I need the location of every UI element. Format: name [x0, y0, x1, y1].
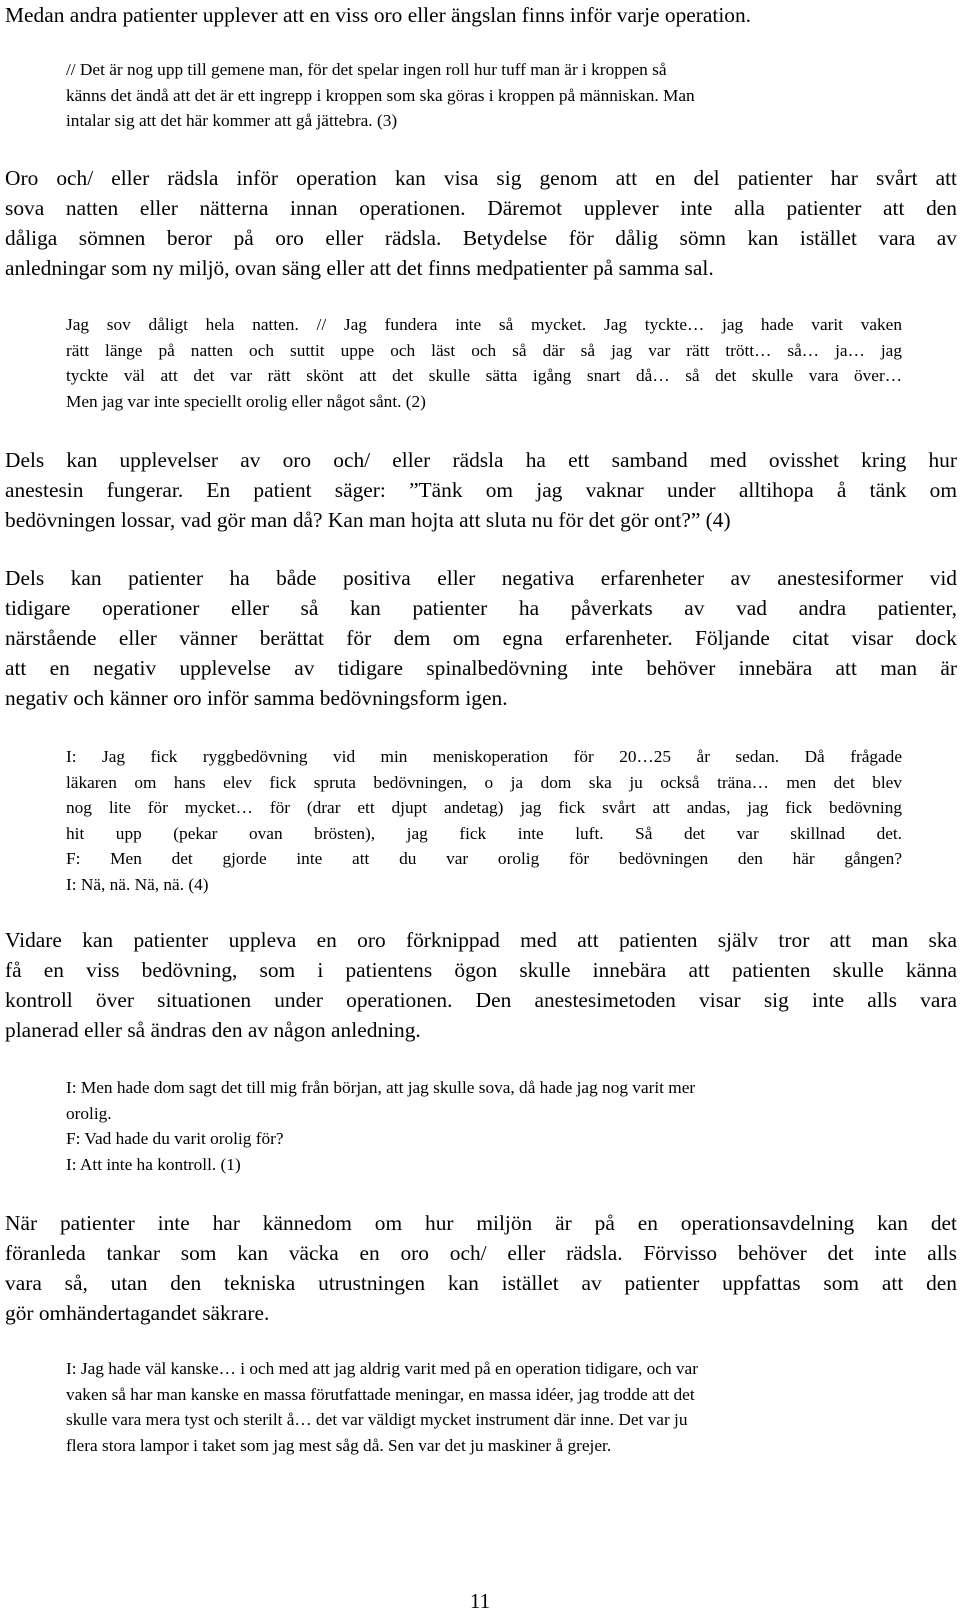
interview-quote [66, 312, 902, 414]
text-line: anestesin fungerar. En patient säger: ”Tänk om jag vaknar under alltihopa å tänk om [5, 478, 957, 502]
text-line: flera stora lampor i taket som jag mest såg då. Sen var det ju maskiner å grejer. [66, 1435, 612, 1455]
text-line: rätt länge på natten och suttit uppe och läst och så där så jag var rätt trött… så… ja… jag [66, 340, 902, 360]
text-line: gör omhändertagandet säkrare. [5, 1301, 270, 1325]
text-line: Men jag var inte speciellt orolig eller något sånt. (2) [66, 391, 426, 411]
interview-quote [66, 1356, 902, 1458]
text-line: dåliga sömnen beror på oro eller rädsla. Betydelse för dålig sömn kan istället vara av [5, 226, 957, 250]
text-line: föranleda tankar som kan väcka en oro och/ eller rädsla. Förvisso behöver det inte alls [5, 1241, 957, 1265]
interview-quote [66, 57, 902, 134]
text-line: få en viss bedövning, som i patientens ögon skulle innebära att patienten skulle känna [5, 958, 957, 982]
interview-quote [66, 1075, 902, 1177]
text-line: I: Att inte ha kontroll. (1) [66, 1154, 241, 1174]
text-line: att en negativ upplevelse av tidigare spinalbedövning inte behöver innebära att man är [5, 656, 957, 680]
text-line: kontroll över situationen under operationen. Den anestesimetoden visar sig inte alls vara [5, 988, 957, 1012]
text-line: bedövningen lossar, vad gör man då? Kan man hojta att sluta nu för det gör ont?” (4) [5, 508, 731, 532]
body-paragraph [5, 1208, 957, 1328]
text-line: // Det är nog upp till gemene man, för det spelar ingen roll hur tuff man är i kroppen så [66, 60, 667, 79]
text-line: läkaren om hans elev fick spruta bedövningen, o ja dom ska ju också träna… men det blev [66, 772, 902, 792]
text-line: I: Jag fick ryggbedövning vid min meniskoperation för 20…25 år sedan. Då frågade [66, 747, 902, 766]
text-line: negativ och känner oro inför samma bedövningsform igen. [5, 686, 508, 710]
text-line: vara så, utan den tekniska utrustningen kan istället av patienter uppfattas som att den [5, 1271, 957, 1295]
text-line: sova natten eller nätterna innan operationen. Däremot upplever inte alla patienter att den [5, 196, 957, 220]
text-line: nog lite för mycket… för (drar ett djupt andetag) jag fick svårt att andas, jag fick bedövning [66, 798, 902, 817]
text-line: närstående eller vänner berättat för dem om egna erfarenheter. Följande citat visar dock [5, 626, 957, 650]
text-line: Dels kan patienter ha både positiva eller negativa erfarenheter av anestesiformer vid [5, 566, 957, 590]
body-paragraph [5, 563, 957, 713]
text-line: hit upp (pekar ovan brösten), jag fick inte luft. Så det var skillnad det. [66, 823, 902, 843]
text-line: Vidare kan patienter uppleva en oro förknippad med att patienten själv tror att man ska [5, 928, 957, 952]
text-line: känns det ändå att det är ett ingrepp i kroppen som ska göras i kroppen på människan. Man [66, 85, 695, 105]
text-line: intalar sig att det här kommer att gå jättebra. (3) [66, 111, 398, 130]
text-line: F: Vad hade du varit orolig för? [66, 1129, 284, 1148]
body-paragraph [5, 0, 957, 30]
text-line: I: Nä, nä. Nä, nä. (4) [66, 874, 209, 894]
interview-quote [66, 744, 902, 897]
text-line: vaken så har man kanske en massa förutfattade meningar, en massa idéer, jag trodde att det [66, 1384, 695, 1404]
text-line: anledningar som ny miljö, ovan säng eller att det finns medpatienter på samma sal. [5, 256, 714, 280]
body-paragraph [5, 163, 957, 283]
text-line: Oro och/ eller rädsla inför operation kan visa sig genom att en del patienter har svårt att [5, 166, 957, 190]
text-line: I: Men hade dom sagt det till mig från början, att jag skulle sova, då hade jag nog varit mer [66, 1078, 696, 1097]
text-line: tyckte väl att det var rätt skönt att det skulle sätta igång snart då… så det skulle vara över… [66, 366, 902, 385]
text-line: orolig. [66, 1103, 112, 1123]
text-line: F: Men det gjorde inte att du var orolig för bedövningen den här gången? [66, 849, 902, 868]
text-line: När patienter inte har kännedom om hur miljön är på en operationsavdelning kan det [5, 1211, 957, 1235]
page-number: 11 [469, 1589, 491, 1613]
body-paragraph [5, 925, 957, 1045]
text-line: I: Jag hade väl kanske… i och med att jag aldrig varit med på en operation tidigare, och var [66, 1359, 698, 1378]
text-line: Medan andra patienter upplever att en viss oro eller ängslan finns inför varje operation. [5, 3, 752, 27]
text-line: tidigare operationer eller så kan patienter ha påverkats av vad andra patienter, [5, 596, 957, 620]
text-line: Jag sov dåligt hela natten. // Jag fundera inte så mycket. Jag tyckte… jag hade varit vaken [66, 315, 902, 334]
text-line: Dels kan upplevelser av oro och/ eller rädsla ha ett samband med ovisshet kring hur [5, 448, 957, 472]
text-line: skulle vara mera tyst och sterilt å… det var väldigt mycket instrument där inne. Det var ju [66, 1410, 688, 1429]
body-paragraph [5, 445, 957, 535]
text-line: planerad eller så ändras den av någon anledning. [5, 1018, 421, 1042]
